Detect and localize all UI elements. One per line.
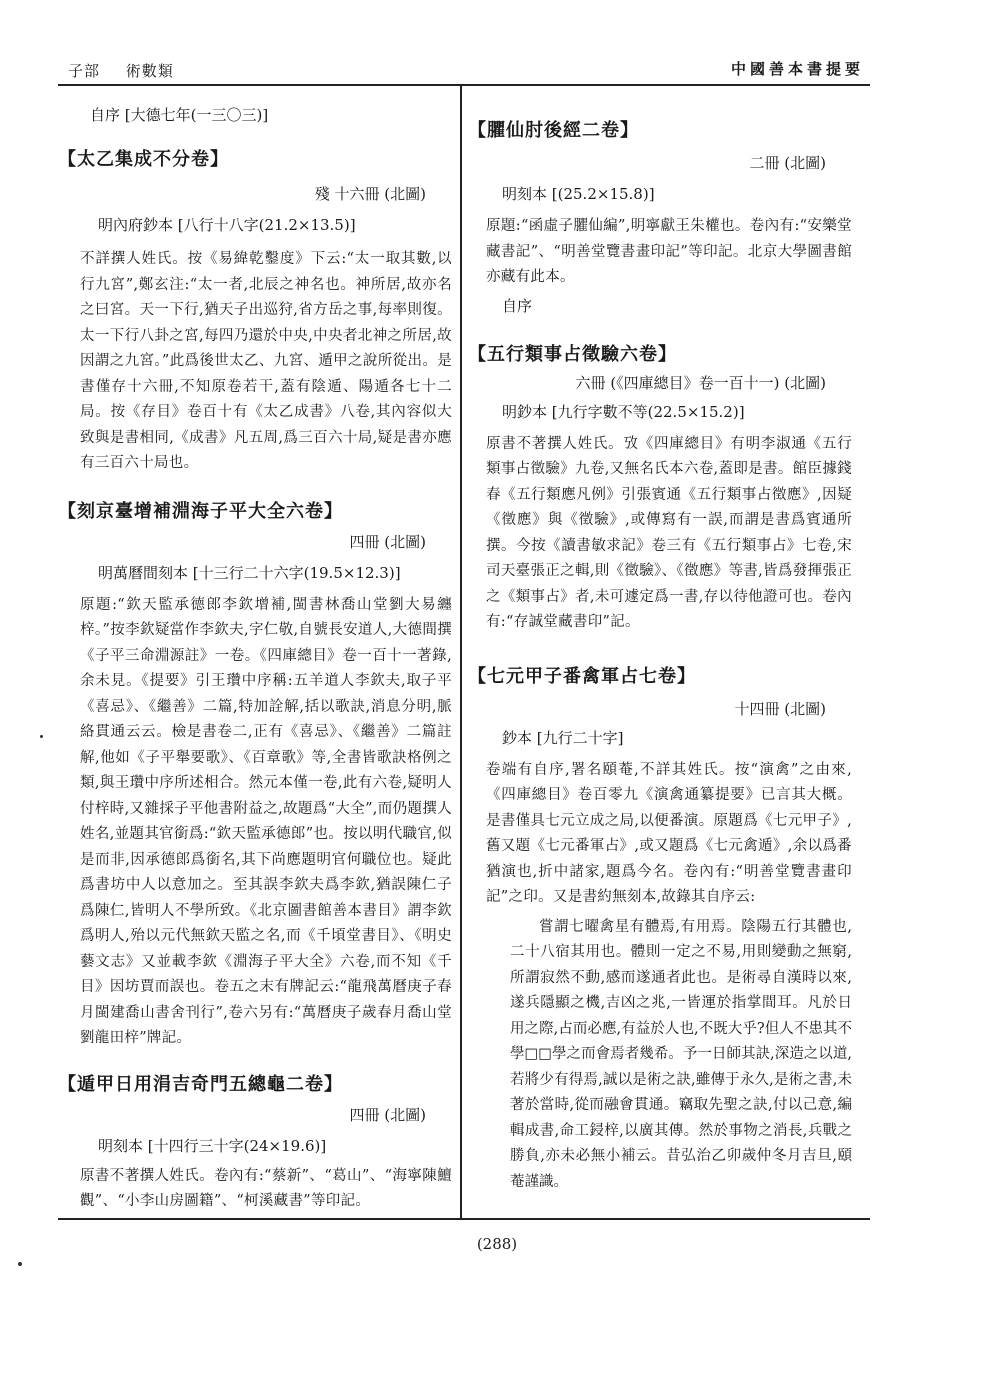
entry-edition: 鈔本 [九行二十字] xyxy=(502,728,624,747)
entry-quoted-preface xyxy=(486,915,852,1196)
header-left xyxy=(68,60,174,81)
entry-title: 【太乙集成不分卷】 xyxy=(58,149,229,170)
entry-body: 原書不著撰人姓氏。攷《四庫總目》有明李淑通《五行類事占徵驗》九卷,又無名氏本六卷,蓋即是書。館臣據錢春《五行類應凡例》引張賓通《五行類事占徵應》,因疑《徵應》與《徵驗》,或傳寫有一誤,而謂是書爲賓通所撰。今按《讀書敏求記》卷三有《五行類事占》七卷,宋司天臺張正之輯,則《徵驗》、《徵應》等書,皆爲發揮張正之《類事占》者,未可遽定爲一書,存以待他證可也。卷內有:“存誠堂藏書印”記。 xyxy=(486,435,852,630)
entry-body: 卷端有自序,署名頤菴,不詳其姓氏。按“演禽”之由來,《四庫總目》卷百零九《演禽通纂提要》已言其大概。是書僅具七元立成之局,以便番演。原題爲《七元甲子》,舊又題《七元番軍占》,或又題爲《七元禽遁》,余以爲番猶演也,折中諸家,題爲今名。卷內有:“明善堂覽書畫印記”之印。又是書約無刻本,故錄其自序云: xyxy=(486,761,852,905)
entry-edition: 明萬曆間刻本 [十三行二十六字(19.5×12.3)] xyxy=(98,563,401,582)
entry-volumes: 二冊 (北圖) xyxy=(749,154,826,172)
entry-dunjia xyxy=(58,1070,452,1215)
scan-speck xyxy=(40,735,43,738)
scan-speck xyxy=(18,1262,22,1266)
entry-body: 不詳撰人姓氏。按《易緯乾鑿度》下云:“太一取其數,以行九宮”,鄭玄注:“太一者,北辰之神名也。神所居,故亦名之曰宮。天一下行,猶天子出巡狩,省方岳之事,每率則復。太一下行八卦之宮,每四乃還於中央,中央者北神之所居,故因謂之九宮。”此爲後世太乙、九宮、遁甲之說所從出。是書僅存十六冊,不知原卷若干,蓋有陰遁、陽遁各七十二局。按《存目》卷百十有《太乙成書》八卷,其內容似大致與是書相同,《成書》凡五周,爲三百六十局,疑是書亦應有三百六十局也。 xyxy=(80,251,452,471)
top-rule xyxy=(58,84,870,86)
entry-volumes: 殘 十六冊 (北圖) xyxy=(314,185,426,203)
section-label: 子部 xyxy=(68,62,101,80)
quoted-preface-text: 嘗謂七曜禽星有體焉,有用焉。陰陽五行其體也,二十八宿其用也。體則一定之不易,用則變動之無窮,所謂寂然不動,感而遂通者此也。是術尋自漢時以來,遂兵隱顯之機,吉凶之兆,一皆運於指掌間耳。凡於日用之際,占而必應,有益於人也,不既大乎?但人不患其不學□□學之而會焉者幾希。予一日師其訣,深造之以道,若將少有得焉,誠以是術之訣,雖傳于永久,是術之書,未著於當時,從而融會貫通。竊取先聖之訣,付以己意,編輯成書,命工鋟梓,以廣其傳。然於事物之消長,兵戰之勝負,亦未必無小補云。昔弘治乙卯歲仲冬月吉旦,頤菴謹識。 xyxy=(510,918,852,1190)
entry-yuanhai-ziping xyxy=(58,497,452,1052)
entry-qiyuan xyxy=(468,662,852,1196)
bottom-rule xyxy=(58,1218,870,1220)
entry-edition: 明內府鈔本 [八行十八字(21.2×13.5)] xyxy=(98,216,356,234)
entry-taiyi xyxy=(58,145,452,477)
entry-edition: 明鈔本 [九行字數不等(22.5×15.2)] xyxy=(502,402,745,421)
left-column xyxy=(58,88,452,1215)
entry-volumes: 十四冊 (北圖) xyxy=(734,699,826,718)
preface-line: 自序 [大德七年(一三〇三)] xyxy=(90,106,269,124)
page-number: (288) xyxy=(476,1235,518,1253)
entry-edition: 明刻本 [十四行三十字(24×19.6)] xyxy=(98,1136,327,1155)
category-label: 術數類 xyxy=(125,62,174,80)
right-column xyxy=(468,88,852,1195)
entry-volumes: 六冊 (《四庫總目》卷一百十一) (北圖) xyxy=(575,373,826,392)
entry-volumes: 四冊 (北圖) xyxy=(349,1105,426,1124)
column-divider xyxy=(460,84,462,1218)
book-title: 中國善本書提要 xyxy=(730,60,864,78)
entry-title: 【遁甲日用涓吉奇門五總龜二卷】 xyxy=(58,1073,343,1095)
entry-preface-note: 自序 xyxy=(502,296,533,315)
entry-volumes: 四冊 (北圖) xyxy=(349,532,426,551)
entry-title: 【刻京臺增補淵海子平大全六卷】 xyxy=(58,500,343,522)
entry-title: 【七元甲子番禽軍占七卷】 xyxy=(468,665,696,687)
entry-body: 原書不著撰人姓氏。卷內有:“蔡新”、“葛山”、“海寧陳鱣觀”、“小李山房圖籍”、“柯溪藏書”等印記。 xyxy=(80,1167,452,1209)
entry-body: 原題:“函虛子臞仙編”,明寧獻王朱權也。卷內有:“安樂堂藏書記”、“明善堂覽書畫印記”等印記。北京大學圖書館亦藏有此本。 xyxy=(486,218,852,285)
entry-title: 【五行類事占徵驗六卷】 xyxy=(468,343,677,365)
entry-title: 【臞仙肘後經二卷】 xyxy=(468,120,639,141)
entry-wuxing xyxy=(468,340,852,636)
entry-edition: 明刻本 [(25.2×15.8)] xyxy=(502,185,655,203)
entry-body: 原題:“欽天監承德郎李欽增補,閩書林喬山堂劉大易纏梓。”按李欽疑當作李欽夫,字仁敬,自號長安道人,大德間撰《子平三命淵源註》一卷。《四庫總目》卷一百十一著錄,余未見。《提要》引王瓚中序稱:五羊道人李欽夫,取子平《喜忌》、《繼善》二篇,特加詮解,括以歌訣,消息分明,脈絡貫通云云。檢是書卷二,正有《喜忌》、《繼善》二篇註解,他如《子平舉要歌》、《百章歌》等,全書皆歌訣格例之類,與王瓚中序所述相合。然元本僅一卷,此有六卷,疑明人付梓時,又雜採子平他書附益之,故題爲“大全”,而仍題撰人姓名,並題其官銜爲:“欽天監承德郎”也。按以明代職官,似是而非,因承德郎爲銜名,其下尚應題明官何職位也。疑此爲書坊中人以意加之。至其誤李欽夫爲李欽,猶誤陳仁子爲陳仁,皆明人不學所致。《北京圖書館善本書目》謂李欽爲明人,殆以元代無欽天監之名,而《千頃堂書目》、《明史藝文志》又並載李欽《淵海子平大全》六卷,而不知《千目》因坊賈而誤也。卷五之末有牌記云:“龍飛萬曆庚子春月閩建喬山書舍刊行”,卷六另有:“萬曆庚子歲春月喬山堂劉龍田梓”牌記。 xyxy=(80,596,452,1046)
entry-quxian xyxy=(468,116,852,316)
